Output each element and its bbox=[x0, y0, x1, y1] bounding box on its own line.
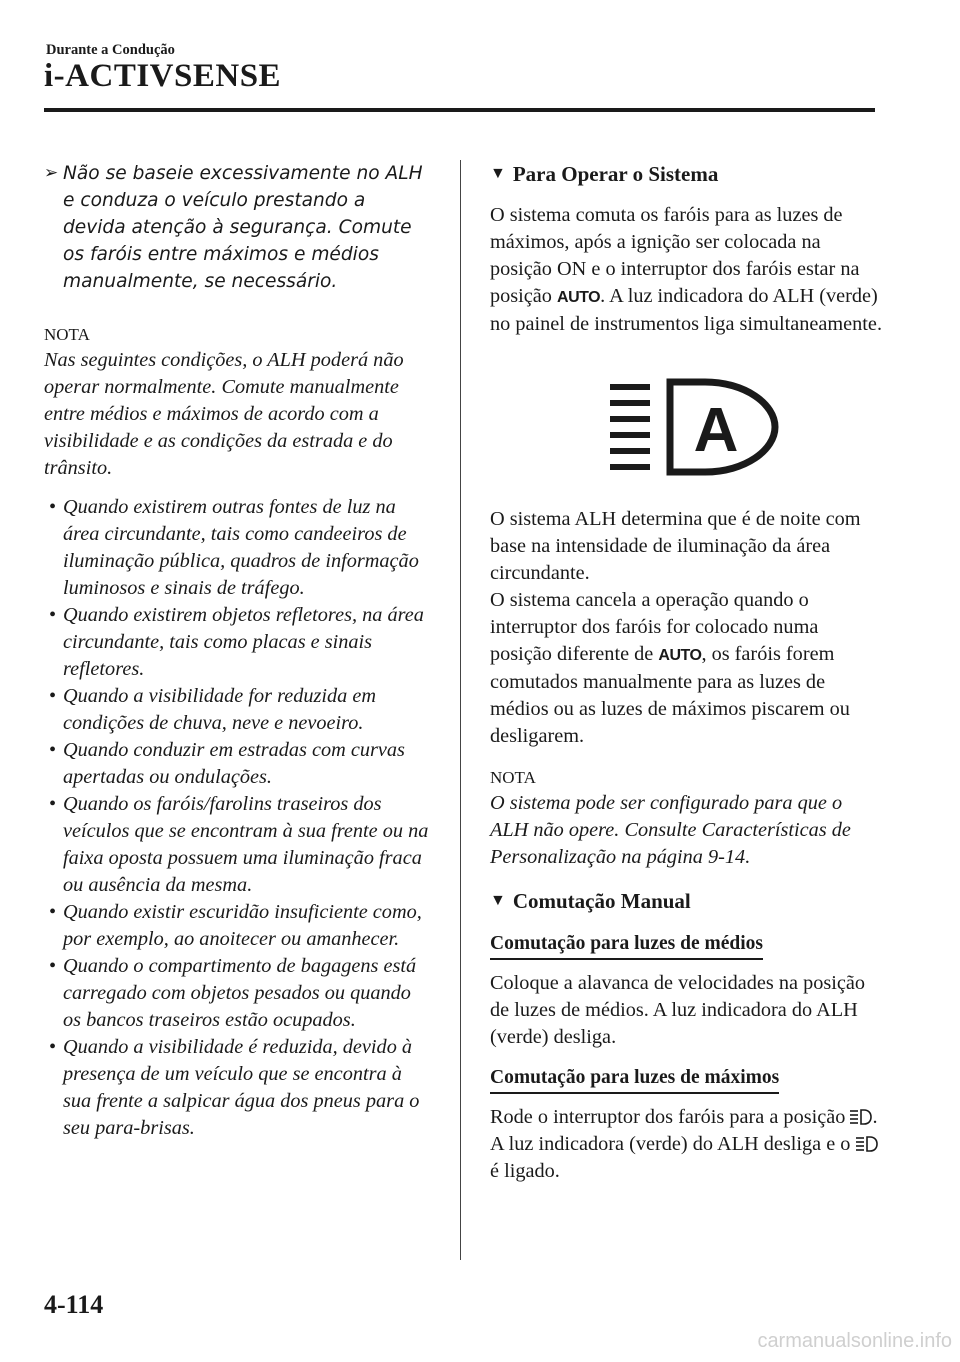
left-column bbox=[44, 160, 432, 1142]
list-item bbox=[44, 953, 432, 1034]
bullet-icon: • bbox=[49, 739, 57, 761]
low-beam-heading: Comutação para luzes de médios bbox=[490, 931, 763, 960]
list-item-text: Quando existir escuridão insuficiente como, por exemplo, ao anoitecer ou amanhecer. bbox=[63, 901, 422, 950]
alh-indicator-icon bbox=[610, 378, 780, 478]
bullet-icon: • bbox=[49, 901, 57, 923]
nota-text: Nas seguintes condições, o ALH poderá não operar normalmente. Comute manualmente entre médios e máximos de acordo com a visibilidade e as condições da estrada e do trânsito. bbox=[44, 349, 404, 479]
list-item bbox=[44, 899, 432, 953]
list-item-text: Quando a visibilidade é reduzida, devido à presença de um veículo que se encontra à sua frente a salpicar água dos pneus para o seu para-brisas. bbox=[63, 1036, 420, 1139]
nota-text: O sistema pode ser configurado para que o ALH não opere. Consulte Características de Personalização na página 9-14. bbox=[490, 792, 851, 868]
list-item bbox=[44, 737, 432, 791]
list-item-text: Quando os faróis/farolins traseiros dos veículos que se encontram à sua frente ou na faixa oposta possuem uma iluminação fraca ou ausência da mesma. bbox=[63, 793, 429, 896]
list-item bbox=[44, 1034, 432, 1142]
bullet-icon: • bbox=[49, 496, 57, 518]
list-item bbox=[44, 602, 432, 683]
list-item bbox=[44, 683, 432, 737]
section-label: Durante a Condução bbox=[46, 42, 175, 58]
condition-list bbox=[44, 494, 432, 1142]
high-beam-heading: Comutação para luzes de máximos bbox=[490, 1065, 779, 1094]
manual-heading bbox=[490, 887, 882, 915]
list-item bbox=[44, 791, 432, 899]
page-number: 4-114 bbox=[44, 1290, 104, 1319]
manual-heading-text: Comutação Manual bbox=[512, 889, 691, 913]
column-divider bbox=[460, 160, 461, 1260]
operate-text: O sistema comuta os faróis para as luzes de máximos, após a ignição ser colocada na posição ON e o interruptor dos faróis estar na posição bbox=[490, 204, 860, 307]
auto-symbol: AUTO bbox=[557, 289, 601, 306]
list-item-text: Quando existirem outras fontes de luz na área circundante, tais como candeeiros de iluminação pública, quadros de informação luminosos e sinais de tráfego. bbox=[63, 496, 419, 599]
operate-heading-text: Para Operar o Sistema bbox=[512, 162, 719, 186]
triangle-marker-icon: ▼ bbox=[490, 165, 506, 182]
list-item-text: Quando a visibilidade for reduzida em condições de chuva, neve e nevoeiro. bbox=[63, 685, 377, 734]
operate-paragraph-1 bbox=[490, 202, 882, 338]
operate-text: O sistema cancela a operação quando o interruptor dos faróis for colocado numa posição diferente de bbox=[490, 589, 819, 665]
bullet-icon: • bbox=[49, 955, 57, 977]
high-beam-text-part: Rode o interruptor dos faróis para a posição bbox=[490, 1106, 846, 1128]
operate-text: . A luz indicadora do ALH (verde) no painel de instrumentos liga simultaneamente. bbox=[490, 285, 883, 335]
watermark: carmanualsonline.info bbox=[757, 1330, 952, 1352]
nota-label: NOTA bbox=[490, 768, 536, 787]
warning-item bbox=[44, 160, 432, 295]
high-beam-icon bbox=[856, 1136, 878, 1152]
bullet-icon: • bbox=[49, 1036, 57, 1058]
triangle-marker-icon: ▼ bbox=[490, 892, 506, 909]
high-beam-text-part: A luz indicadora (verde) do ALH desliga e o bbox=[490, 1133, 851, 1155]
high-beam-text bbox=[490, 1104, 882, 1185]
chapter-title: i-ACTIVSENSE bbox=[44, 58, 282, 94]
warning-text: Não se baseie excessivamente no ALH e conduza o veículo prestando a devida atenção à segurança. Comute os faróis entre máximos e médios manualmente, se necessário. bbox=[63, 163, 423, 292]
alh-indicator-figure bbox=[490, 338, 882, 506]
right-column bbox=[490, 160, 882, 1185]
list-item-text: Quando conduzir em estradas com curvas apertadas ou ondulações. bbox=[63, 739, 405, 788]
list-item-text: Quando existirem objetos refletores, na área circundante, tais como placas e sinais refletores. bbox=[63, 604, 424, 680]
low-beam-text: Coloque a alavanca de velocidades na posição de luzes de médios. A luz indicadora do ALH (verde) desliga. bbox=[490, 972, 866, 1048]
auto-symbol: AUTO bbox=[658, 647, 702, 664]
indicator-letter: A bbox=[693, 396, 739, 465]
header-rule bbox=[44, 108, 875, 112]
high-beam-text-part: é ligado. bbox=[490, 1160, 560, 1182]
operate-paragraph-2: O sistema ALH determina que é de noite com base na intensidade de iluminação da área circundante. bbox=[490, 508, 861, 584]
list-item bbox=[44, 494, 432, 602]
operate-paragraph-3 bbox=[490, 587, 882, 750]
warning-arrow-icon: ➢ bbox=[44, 163, 59, 183]
operate-text: , os faróis forem comutados manualmente para as luzes de médios ou as luzes de máximos piscarem ou desligarem. bbox=[490, 643, 850, 747]
bullet-icon: • bbox=[49, 604, 57, 626]
nota-label: NOTA bbox=[44, 325, 90, 344]
operate-heading bbox=[490, 160, 882, 188]
high-beam-text-part: . bbox=[872, 1106, 878, 1128]
bullet-icon: • bbox=[49, 685, 57, 707]
high-beam-icon bbox=[850, 1109, 872, 1125]
list-item-text: Quando o compartimento de bagagens está carregado com objetos pesados ou quando os bancos traseiros estão ocupados. bbox=[63, 955, 417, 1031]
bullet-icon: • bbox=[49, 793, 57, 815]
